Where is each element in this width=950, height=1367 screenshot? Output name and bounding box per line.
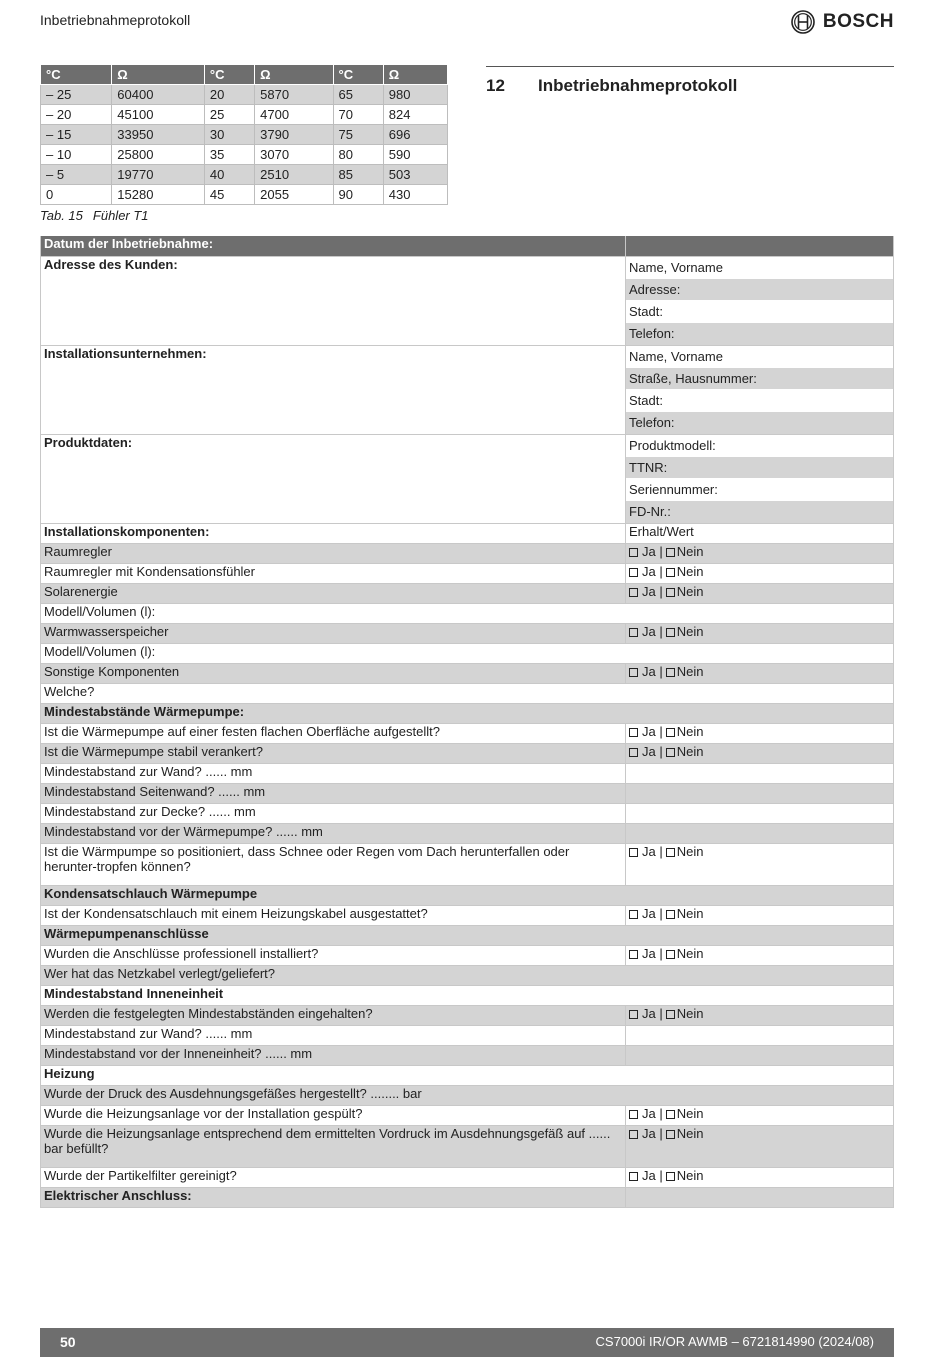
nein-label: Nein [676, 543, 704, 559]
bosch-armature-icon [791, 10, 815, 34]
sensor-cell: 696 [383, 125, 447, 145]
row-label: Mindestabstand zur Wand? ...... mm [41, 1025, 626, 1045]
field-label[interactable]: Name, Vorname [626, 257, 893, 279]
nein-label: Nein [676, 905, 704, 921]
ja-label: Ja | [642, 583, 663, 599]
running-header-title: Inbetriebnahmeprotokoll [40, 12, 191, 28]
protocol-row [41, 663, 894, 683]
field-label[interactable]: Produktmodell: [626, 435, 893, 457]
ja-label: Ja | [642, 563, 663, 579]
row-label: Mindestabstand vor der Wärmepumpe? ...... mm [41, 823, 626, 843]
nein-checkbox[interactable] [666, 1110, 675, 1119]
nein-checkbox[interactable] [666, 628, 675, 637]
sensor-column-header: °C [204, 65, 254, 85]
row-label: Heizung [41, 1065, 894, 1085]
sensor-cell: – 5 [41, 165, 112, 185]
row-label: Warmwasserspeicher [41, 623, 626, 643]
protocol-row [41, 803, 894, 823]
row-label: Ist die Wärmepumpe auf einer festen flachen Oberfläche aufgestellt? [41, 723, 626, 743]
sensor-cell: 45100 [112, 105, 205, 125]
block-label: Installationsunternehmen: [41, 345, 626, 434]
protocol-row [41, 603, 894, 623]
table-caption-label: Tab. 15 [40, 208, 83, 223]
block-label: Adresse des Kunden: [41, 256, 626, 345]
sensor-column-header: Ω [383, 65, 447, 85]
protocol-row [41, 843, 894, 885]
ja-checkbox[interactable] [629, 588, 638, 597]
protocol-row [41, 643, 894, 663]
nein-label: Nein [676, 843, 704, 859]
sensor-cell: 3070 [255, 145, 333, 165]
block-label: Produktdaten: [41, 434, 626, 523]
row-label: Modell/Volumen (l): [41, 643, 894, 663]
row-label: Ist die Wärmepumpe stabil verankert? [41, 743, 626, 763]
row-value[interactable] [626, 823, 894, 843]
row-label: Mindestabstand zur Decke? ...... mm [41, 803, 626, 823]
ja-nein-checkboxes [629, 544, 703, 559]
sensor-column-header: °C [41, 65, 112, 85]
page-number: 50 [60, 1334, 76, 1350]
nein-checkbox[interactable] [666, 588, 675, 597]
ja-checkbox[interactable] [629, 548, 638, 557]
ja-label: Ja | [642, 543, 663, 559]
ja-nein-checkboxes [629, 744, 703, 759]
row-value[interactable] [626, 1105, 894, 1125]
sensor-row [41, 85, 448, 105]
sensor-row [41, 125, 448, 145]
row-value[interactable] [626, 563, 894, 583]
row-value[interactable] [626, 763, 894, 783]
sensor-cell: 824 [383, 105, 447, 125]
ja-nein-checkboxes [629, 724, 703, 739]
ja-nein-checkboxes [629, 946, 703, 961]
ja-checkbox[interactable] [629, 668, 638, 677]
field-label[interactable]: Adresse: [626, 279, 893, 301]
ja-checkbox[interactable] [629, 848, 638, 857]
section-rule [486, 66, 894, 67]
row-value[interactable] [626, 1045, 894, 1065]
sensor-cell: 60400 [112, 85, 205, 105]
field-label[interactable]: FD-Nr.: [626, 501, 893, 523]
protocol-row [41, 723, 894, 743]
row-value[interactable] [626, 1005, 894, 1025]
ja-checkbox[interactable] [629, 910, 638, 919]
sensor-cell: 4700 [255, 105, 333, 125]
row-value[interactable] [626, 743, 894, 763]
ja-label: Ja | [642, 1167, 663, 1183]
protocol-row [41, 1005, 894, 1025]
nein-label: Nein [676, 1005, 704, 1021]
sensor-cell: 2510 [255, 165, 333, 185]
sensor-cell: 25800 [112, 145, 205, 165]
ja-label: Ja | [642, 1105, 663, 1121]
sensor-cell: 35 [204, 145, 254, 165]
ja-nein-checkboxes [629, 1126, 703, 1141]
protocol-row [41, 623, 894, 643]
sensor-cell: 85 [333, 165, 383, 185]
sensor-table [40, 64, 448, 205]
nein-label: Nein [676, 945, 704, 961]
ja-checkbox[interactable] [629, 1110, 638, 1119]
field-label[interactable]: Stadt: [626, 390, 893, 412]
row-label: Wer hat das Netzkabel verlegt/geliefert? [41, 965, 894, 985]
nein-label: Nein [676, 583, 704, 599]
nein-label: Nein [676, 743, 704, 759]
sensor-row [41, 185, 448, 205]
page-footer [40, 1328, 894, 1357]
row-label: Modell/Volumen (l): [41, 603, 894, 623]
table-caption [40, 208, 159, 223]
sensor-cell: 33950 [112, 125, 205, 145]
sensor-cell: 30 [204, 125, 254, 145]
protocol-row [41, 945, 894, 965]
row-label: Ist der Kondensatschlauch mit einem Heizungskabel ausgestattet? [41, 905, 626, 925]
nein-checkbox[interactable] [666, 728, 675, 737]
sensor-cell: 503 [383, 165, 447, 185]
sensor-row [41, 105, 448, 125]
row-label: Mindestabstand Seitenwand? ...... mm [41, 783, 626, 803]
document-id: CS7000i IR/OR AWMB – 6721814990 (2024/08) [595, 1334, 874, 1349]
row-label: Raumregler mit Kondensationsfühler [41, 563, 626, 583]
protocol-row [41, 683, 894, 703]
nein-checkbox[interactable] [666, 668, 675, 677]
row-value[interactable] [626, 663, 894, 683]
ja-nein-checkboxes [629, 1106, 703, 1121]
sensor-cell: 2055 [255, 185, 333, 205]
nein-checkbox[interactable] [666, 548, 675, 557]
sensor-cell: 19770 [112, 165, 205, 185]
row-value[interactable] [626, 1125, 894, 1167]
ja-nein-checkboxes [629, 1168, 703, 1183]
protocol-row [41, 1105, 894, 1125]
ja-label: Ja | [642, 945, 663, 961]
sensor-cell: – 25 [41, 85, 112, 105]
sensor-row [41, 145, 448, 165]
row-label: Installationskomponenten: [41, 523, 626, 543]
row-value[interactable] [626, 723, 894, 743]
ja-label: Ja | [642, 623, 663, 639]
sensor-cell: 430 [383, 185, 447, 205]
ja-checkbox[interactable] [629, 1010, 638, 1019]
row-value[interactable] [626, 583, 894, 603]
protocol-row [41, 1065, 894, 1085]
sensor-cell: 45 [204, 185, 254, 205]
protocol-row [41, 763, 894, 783]
ja-label: Ja | [642, 843, 663, 859]
protocol-row [41, 1085, 894, 1105]
sensor-cell: 25 [204, 105, 254, 125]
row-value[interactable] [626, 905, 894, 925]
ja-nein-checkboxes [629, 1006, 703, 1021]
sensor-row [41, 165, 448, 185]
ja-label: Ja | [642, 1125, 663, 1141]
ja-label: Ja | [642, 663, 663, 679]
protocol-row [41, 1187, 894, 1207]
nein-checkbox[interactable] [666, 950, 675, 959]
row-value[interactable] [626, 843, 894, 885]
section-heading [486, 76, 737, 96]
nein-label: Nein [676, 723, 704, 739]
protocol-row [41, 783, 894, 803]
row-value[interactable] [626, 783, 894, 803]
brand-logo [791, 10, 894, 34]
protocol-row [41, 543, 894, 563]
ja-nein-checkboxes [629, 624, 703, 639]
protocol-row [41, 703, 894, 723]
sensor-cell: – 15 [41, 125, 112, 145]
row-label: Mindestabstand zur Wand? ...... mm [41, 763, 626, 783]
field-label[interactable]: Straße, Hausnummer: [626, 368, 893, 390]
nein-checkbox[interactable] [666, 748, 675, 757]
row-label: Mindestabstände Wärmepumpe: [41, 703, 894, 723]
protocol-row [41, 563, 894, 583]
ja-label: Ja | [642, 1005, 663, 1021]
ja-nein-checkboxes [629, 844, 703, 859]
row-label: Ist die Wärmpumpe so positioniert, dass Schnee oder Regen vom Dach herunterfallen oder herunter-tropfen können? [41, 843, 626, 885]
row-label: Kondensatschlauch Wärmepumpe [41, 885, 894, 905]
nein-label: Nein [676, 1167, 704, 1183]
sensor-column-header: °C [333, 65, 383, 85]
nein-checkbox[interactable] [666, 568, 675, 577]
sensor-cell: 590 [383, 145, 447, 165]
ja-nein-checkboxes [629, 564, 703, 579]
protocol-row [41, 1125, 894, 1167]
table-caption-text: Fühler T1 [92, 208, 149, 223]
row-label: Solarenergie [41, 583, 626, 603]
protocol-row [41, 925, 894, 945]
nein-label: Nein [676, 1105, 704, 1121]
row-label: Mindestabstand vor der Inneneinheit? ...... mm [41, 1045, 626, 1065]
sensor-cell: 90 [333, 185, 383, 205]
ja-label: Ja | [642, 905, 663, 921]
sensor-cell: 980 [383, 85, 447, 105]
block-fields [626, 434, 894, 523]
protocol-row [41, 743, 894, 763]
field-label[interactable]: Seriennummer: [626, 479, 893, 501]
nein-label: Nein [676, 663, 704, 679]
nein-label: Nein [676, 1125, 704, 1141]
protocol-row [41, 905, 894, 925]
row-label: Werden die festgelegten Mindestabständen eingehalten? [41, 1005, 626, 1025]
nein-checkbox[interactable] [666, 1010, 675, 1019]
sensor-cell: – 20 [41, 105, 112, 125]
sensor-cell: 80 [333, 145, 383, 165]
sensor-column-header: Ω [255, 65, 333, 85]
protocol-row [41, 885, 894, 905]
ja-checkbox[interactable] [629, 950, 638, 959]
ja-checkbox[interactable] [629, 628, 638, 637]
section-title: Inbetriebnahmeprotokoll [538, 76, 738, 95]
row-label: Wurde der Partikelfilter gereinigt? [41, 1167, 626, 1187]
ja-nein-checkboxes [629, 906, 703, 921]
nein-checkbox[interactable] [666, 910, 675, 919]
datum-value[interactable] [626, 236, 894, 256]
row-label: Wärmepumpenanschlüsse [41, 925, 894, 945]
ja-nein-checkboxes [629, 664, 703, 679]
protocol-row [41, 823, 894, 843]
nein-checkbox[interactable] [666, 1130, 675, 1139]
protocol-row [41, 583, 894, 603]
row-label: Sonstige Komponenten [41, 663, 626, 683]
row-value[interactable] [626, 523, 894, 543]
ja-nein-checkboxes [629, 584, 703, 599]
row-value-label: Erhalt/Wert [629, 523, 694, 539]
ja-checkbox[interactable] [629, 748, 638, 757]
row-value[interactable] [626, 1025, 894, 1045]
protocol-row [41, 965, 894, 985]
row-value[interactable] [626, 1187, 894, 1207]
protocol-row [41, 523, 894, 543]
row-label: Wurden die Anschlüsse professionell installiert? [41, 945, 626, 965]
protocol-table [40, 236, 894, 1208]
protocol-block [41, 256, 894, 345]
row-value[interactable] [626, 623, 894, 643]
sensor-cell: 70 [333, 105, 383, 125]
ja-label: Ja | [642, 723, 663, 739]
sensor-cell: 20 [204, 85, 254, 105]
row-label: Wurde der Druck des Ausdehnungsgefäßes hergestellt? ........ bar [41, 1085, 894, 1105]
nein-label: Nein [676, 623, 704, 639]
row-label: Elektrischer Anschluss: [41, 1187, 626, 1207]
ja-checkbox[interactable] [629, 1130, 638, 1139]
sensor-cell: 3790 [255, 125, 333, 145]
ja-checkbox[interactable] [629, 1172, 638, 1181]
brand-name: BOSCH [822, 11, 894, 32]
nein-label: Nein [676, 563, 704, 579]
field-label[interactable]: Telefon: [626, 323, 893, 345]
field-label[interactable]: TTNR: [626, 457, 893, 479]
protocol-block [41, 434, 894, 523]
section-number: 12 [486, 76, 505, 95]
row-label: Welche? [41, 683, 894, 703]
sensor-cell: 15280 [112, 185, 205, 205]
row-label: Mindestabstand Inneneinheit [41, 985, 894, 1005]
sensor-cell: 0 [41, 185, 112, 205]
row-value[interactable] [626, 945, 894, 965]
protocol-block [41, 345, 894, 434]
row-value[interactable] [626, 803, 894, 823]
sensor-cell: 65 [333, 85, 383, 105]
block-fields [626, 345, 894, 434]
sensor-column-header: Ω [112, 65, 205, 85]
protocol-row [41, 1167, 894, 1187]
field-label[interactable]: Stadt: [626, 301, 893, 323]
protocol-row [41, 985, 894, 1005]
row-value[interactable] [626, 1167, 894, 1187]
protocol-row [41, 1045, 894, 1065]
sensor-cell: – 10 [41, 145, 112, 165]
ja-checkbox[interactable] [629, 568, 638, 577]
sensor-cell: 75 [333, 125, 383, 145]
row-value[interactable] [626, 543, 894, 563]
ja-label: Ja | [642, 743, 663, 759]
row-label: Wurde die Heizungsanlage entsprechend dem ermittelten Vordruck im Ausdehnungsgefäß auf ...... bar befüllt? [41, 1125, 626, 1167]
sensor-cell: 40 [204, 165, 254, 185]
nein-checkbox[interactable] [666, 848, 675, 857]
protocol-row [41, 1025, 894, 1045]
field-label[interactable]: Telefon: [626, 412, 893, 434]
row-label: Raumregler [41, 543, 626, 563]
protocol-header-row [41, 236, 894, 256]
datum-label: Datum der Inbetriebnahme: [41, 236, 626, 256]
sensor-cell: 5870 [255, 85, 333, 105]
nein-checkbox[interactable] [666, 1172, 675, 1181]
field-label[interactable]: Name, Vorname [626, 346, 893, 368]
ja-checkbox[interactable] [629, 728, 638, 737]
row-label: Wurde die Heizungsanlage vor der Installation gespült? [41, 1105, 626, 1125]
block-fields [626, 256, 894, 345]
